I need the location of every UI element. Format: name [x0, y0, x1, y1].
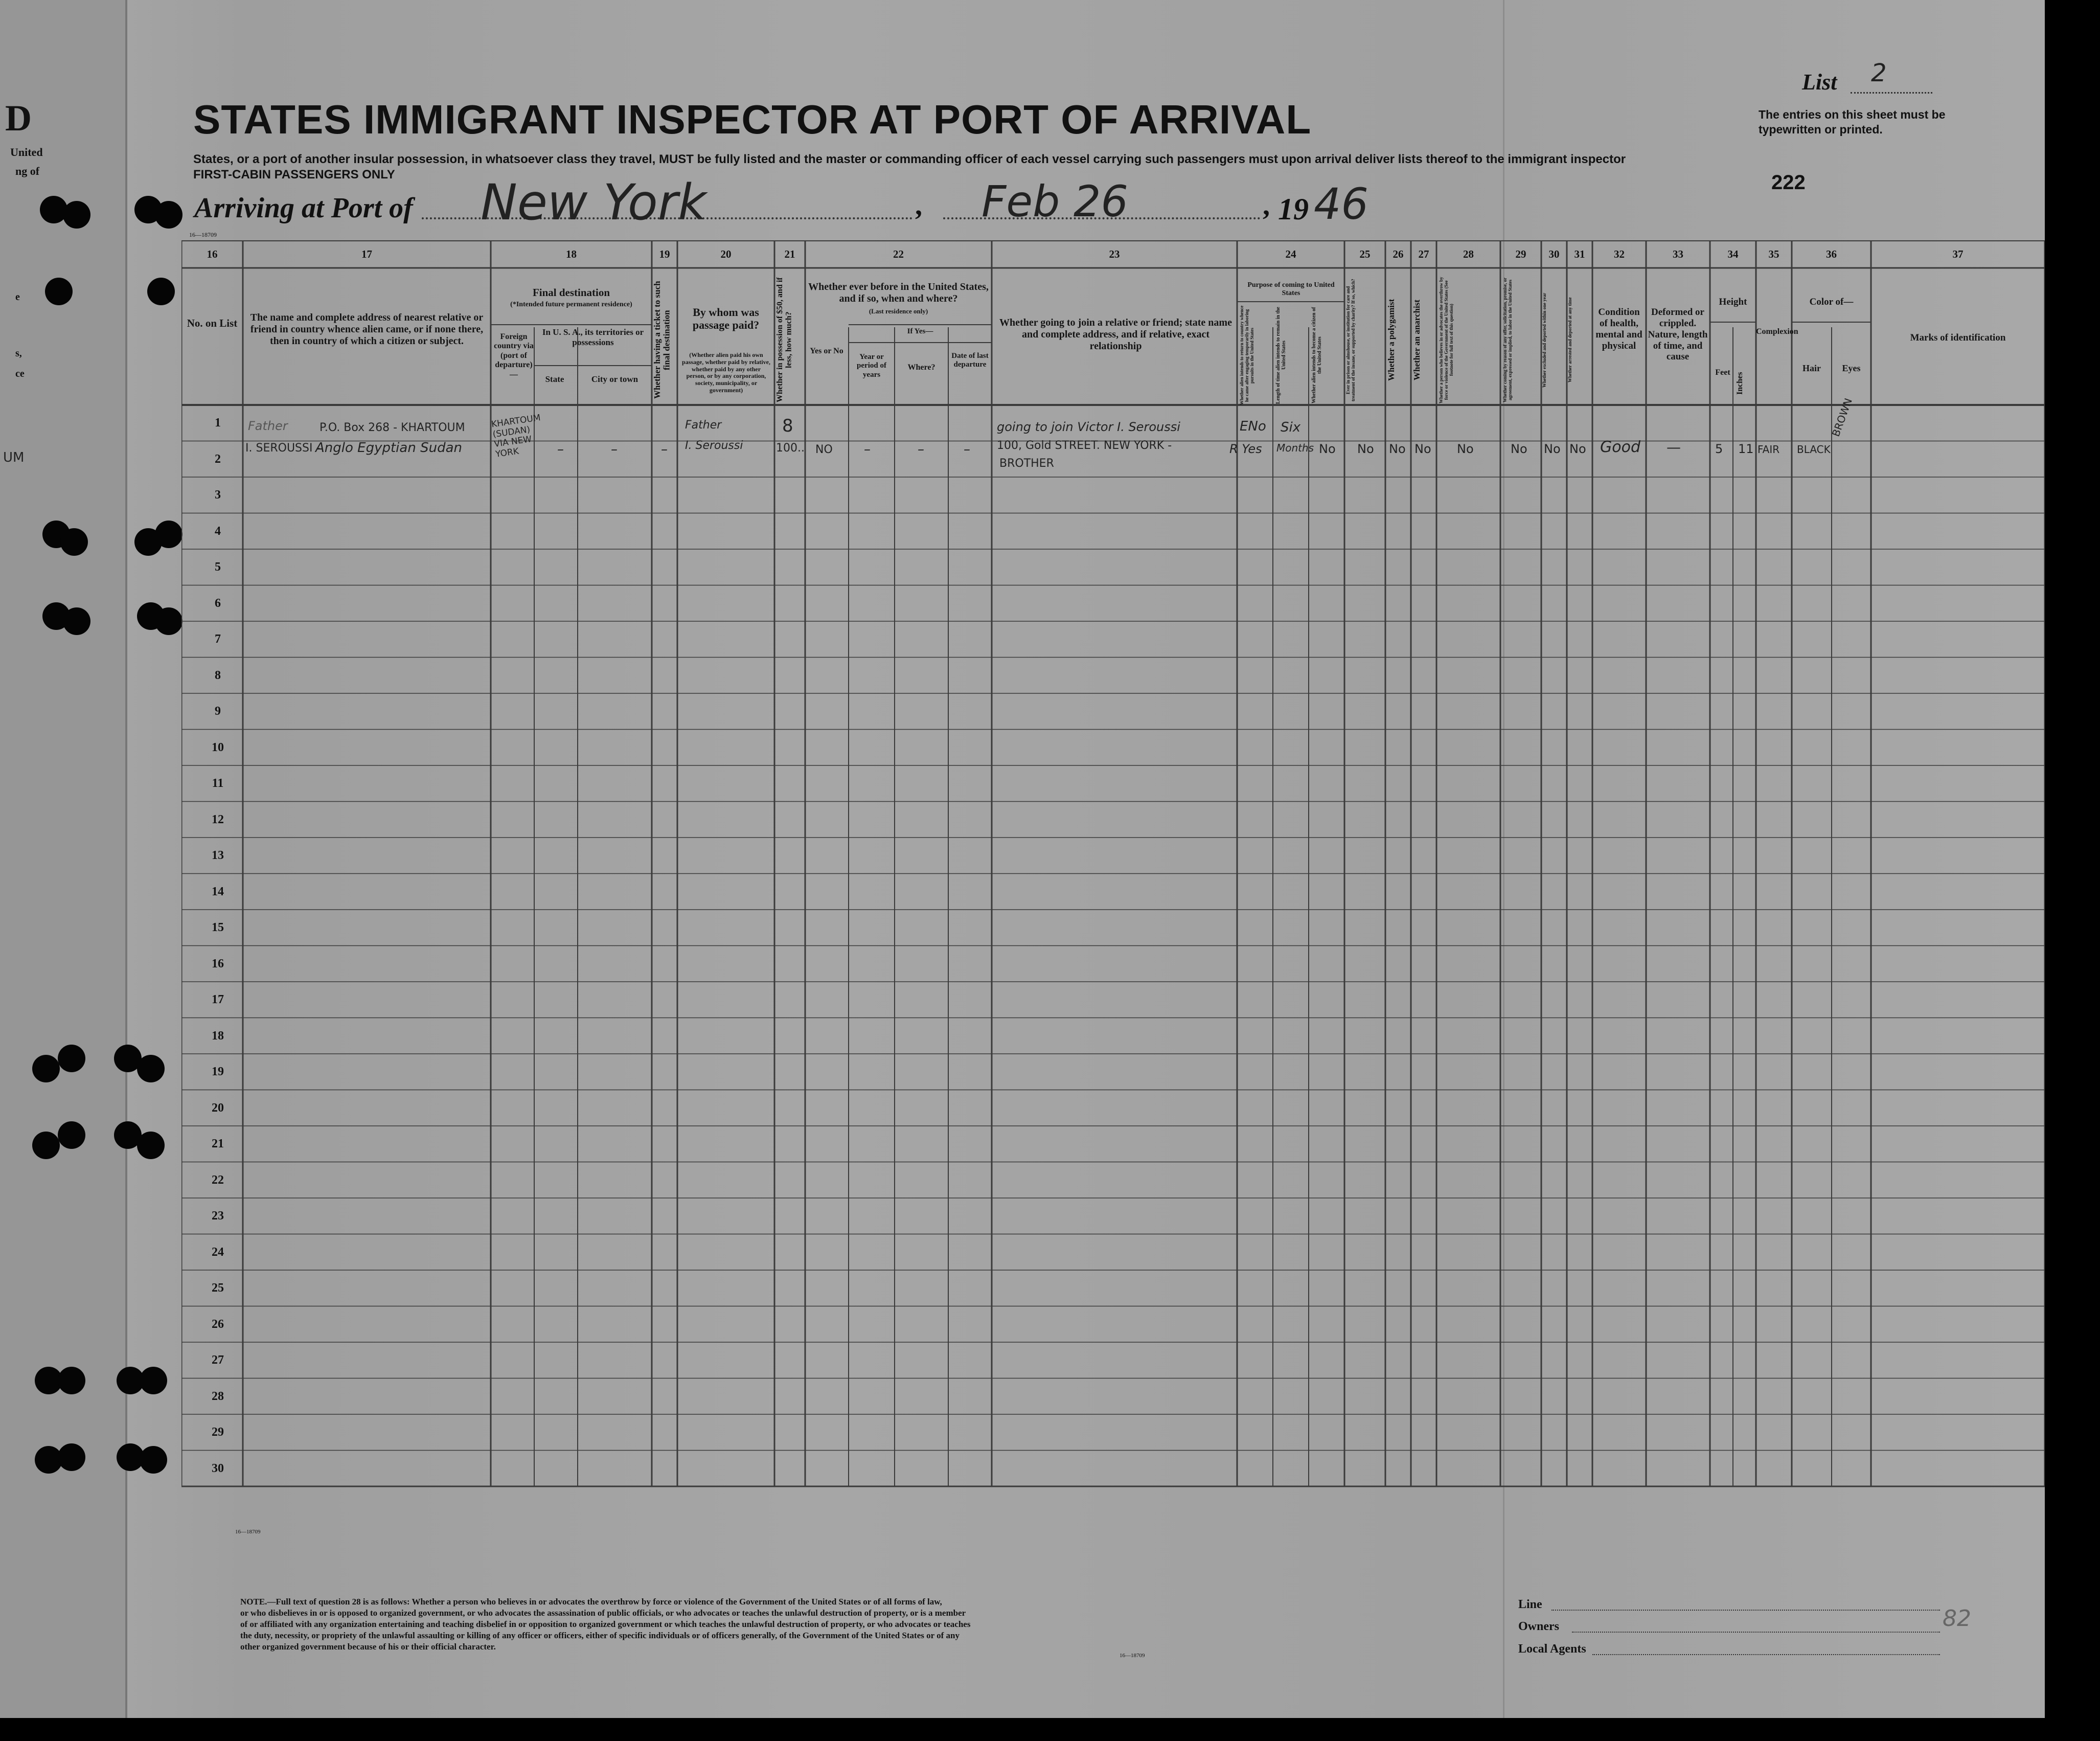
- binder-hole: [60, 528, 88, 556]
- form-number: 16—18709: [1120, 1653, 1145, 1659]
- col-number: 25: [1359, 248, 1371, 260]
- header-feet: Feet: [1715, 368, 1730, 377]
- entry-purpose-c: No: [1319, 442, 1336, 456]
- binder-hole: [58, 1045, 85, 1072]
- entry-paid-by1: Father: [685, 419, 722, 432]
- header-complexion: Complexion: [1756, 327, 1798, 336]
- header-years: Year or period of years: [857, 353, 886, 379]
- binder-hole: [140, 1446, 167, 1474]
- col-number: 27: [1418, 248, 1429, 260]
- line-underline: [1551, 1610, 1940, 1611]
- row-number: 19: [212, 1065, 224, 1078]
- entry-purpose-b1: Six: [1281, 420, 1301, 435]
- header-q29: Whether coming by reason of any offer, solicitation, promise, or agreement, expressed or implied, to labor in the United States: [1502, 277, 1513, 403]
- col-number: 17: [361, 248, 372, 260]
- strip-text: UM: [3, 450, 25, 465]
- col-number: 19: [659, 248, 670, 260]
- row-number: 24: [212, 1245, 224, 1259]
- entry-eyes: BROWN: [1829, 396, 1855, 439]
- entry-ticket: –: [661, 442, 668, 457]
- entry-relative-name: I. SEROUSSI -: [245, 442, 321, 455]
- binder-hole: [63, 201, 90, 229]
- comma: ,: [915, 190, 922, 221]
- entry-q29: No: [1511, 442, 1527, 456]
- local-agents-label: Local Agents: [1518, 1642, 1586, 1656]
- first-cabin-label: FIRST-CABIN PASSENGERS ONLY: [193, 168, 395, 182]
- entry-feet: 5: [1715, 442, 1723, 456]
- col-number: 28: [1463, 248, 1474, 260]
- entry-money2: 100..: [776, 442, 805, 455]
- row-number: 30: [212, 1461, 224, 1475]
- strip-text: ce: [15, 368, 25, 379]
- entry-foreign-country: KHARTOUM (SUDAN) VIA NEW YORK: [490, 413, 541, 460]
- page-title: STATES IMMIGRANT INSPECTOR AT PORT OF ARRIVAL: [193, 97, 1312, 142]
- note-text: —Full text of question 28 is as follows: Whether a person who believes in or advocates the overthrow by force or violence of the Government of the United States or of all forms of law,: [267, 1597, 942, 1607]
- row-number: 9: [215, 705, 221, 718]
- typewritten-instructions: The entries on this sheet must be typewritten or printed.: [1759, 108, 1946, 136]
- header-prison: Ever in prison or almshouse, or institution for care and treatment of the insane, or supported by charity? If so, which?: [1345, 279, 1356, 401]
- owners-label: Owners: [1518, 1620, 1559, 1633]
- entry-hair: BLACK: [1797, 443, 1831, 456]
- row-number: 17: [212, 993, 224, 1006]
- entry-paid-by2: I. Seroussi: [685, 439, 743, 452]
- comma: ,: [1263, 190, 1270, 221]
- header-hair: Hair: [1802, 363, 1821, 373]
- entry-before-us: NO: [815, 443, 833, 456]
- header-inches: Inches: [1736, 372, 1744, 395]
- col-number: 37: [1952, 248, 1964, 260]
- entry-q30: No: [1544, 442, 1561, 456]
- col-number: 18: [566, 248, 577, 260]
- list-number: 2: [1871, 59, 1887, 87]
- port-name: New York: [481, 174, 706, 231]
- header-eyes: Eyes: [1842, 363, 1861, 373]
- row-number: 4: [215, 524, 221, 538]
- entry-complexion: FAIR: [1757, 443, 1780, 456]
- entry-q28: No: [1457, 442, 1474, 456]
- entry-inches: 11: [1738, 442, 1754, 456]
- header-deformed: Deformed or crippled. Nature, length of time, and cause: [1648, 307, 1708, 363]
- entry-q25: No: [1357, 442, 1374, 456]
- header-state: State: [545, 374, 564, 384]
- header-in-usa: In U. S. A., its territories or possessions: [542, 327, 644, 347]
- sheet-number: 222: [1771, 171, 1806, 194]
- col-number: 34: [1727, 248, 1739, 260]
- manifest-table: [181, 240, 2045, 1549]
- binder-hole: [155, 201, 182, 229]
- header-money: Whether in possession of $50, and if less, how much?: [775, 277, 793, 403]
- header-ticket: Whether having a ticket to such final destination: [652, 281, 672, 399]
- footnote-line: of or affiliated with any organization entertaining and teaching disbelief in or opposition to organized government or which teaches the unlawful destruction of property, or who advocates or teaches: [240, 1619, 971, 1630]
- row-number: 25: [212, 1281, 224, 1295]
- col-number: 30: [1548, 248, 1560, 260]
- entry-join3: BROTHER: [999, 457, 1054, 470]
- col-number: 20: [720, 248, 732, 260]
- col-number: 16: [207, 248, 218, 260]
- year-suffix: 46: [1314, 179, 1368, 229]
- row-number: 13: [212, 849, 224, 862]
- entry-q31: No: [1569, 442, 1586, 456]
- header-final-destination: Final destination: [532, 286, 610, 299]
- row-number: 12: [212, 812, 224, 826]
- header-q28: Whether a person who believes in or advocates the overthrow by force or violence of the Government of the United States (See footnote for full text of this question): [1439, 277, 1454, 403]
- row-number: 14: [212, 885, 224, 898]
- header-foreign-country: Foreign country via (port of departure)—: [494, 332, 534, 379]
- header-date-departure: Date of last departure: [951, 352, 989, 369]
- row-number: 8: [215, 668, 221, 682]
- header-relative-address: The name and complete address of nearest relative or friend in country whence alien came, or if none there, then in country of which a citizen or subject.: [250, 312, 484, 347]
- binder-hole: [155, 521, 182, 548]
- footnote-line: [240, 1596, 1237, 1608]
- form-number: 16—18709: [235, 1529, 261, 1535]
- strip-text: United: [10, 146, 43, 159]
- year-prefix: 19: [1278, 192, 1309, 226]
- header-anarchist: Whether an anarchist: [1412, 299, 1422, 381]
- header-join-relative: Whether going to join a relative or friend; state name and complete address, and if relative, exact relationship: [999, 317, 1232, 352]
- strip-text: D: [5, 98, 32, 139]
- header-health: Condition of health, mental and physical: [1595, 307, 1642, 351]
- header-purpose-b: Length of time alien intends to remain in the United States: [1275, 307, 1287, 404]
- form-number: 16—18709: [189, 231, 217, 238]
- col-number: 31: [1574, 248, 1585, 260]
- binder-hole: [45, 278, 73, 305]
- strip-text: s,: [15, 348, 22, 359]
- entry-relative-address1: P.O. Box 268 - KHARTOUM: [319, 421, 465, 434]
- entry-relative-label: Father: [248, 419, 288, 433]
- row-number: 11: [212, 777, 224, 790]
- entry-state: –: [557, 442, 564, 457]
- header-passage-paid-note: (Whether alien paid his own passage, whether paid by relative, whether paid by any other person, or by any corporation, society, municipality, or government): [682, 351, 770, 394]
- line-label: Line: [1518, 1598, 1542, 1611]
- entry-where: –: [918, 442, 924, 457]
- entry-purpose-a1: ENo: [1240, 419, 1266, 434]
- row-number: 18: [212, 1029, 224, 1043]
- row-number: 1: [215, 416, 221, 429]
- arrival-date: Feb 26: [981, 176, 1128, 227]
- footnote: [240, 1596, 1237, 1653]
- col-number: 29: [1515, 248, 1526, 260]
- subtitle: States, or a port of another insular possession, in whatsoever class they travel, MUST be fully listed and the master or commanding officer of each vessel carrying such passengers must upon arrival deliver lists thereof to the immigrant inspector: [193, 152, 1626, 166]
- strip-text: e: [15, 291, 20, 303]
- header-purpose-c: Whether alien intends to become a citizen of the United States: [1311, 307, 1322, 404]
- binder-hole: [155, 607, 182, 635]
- row-number: 20: [212, 1101, 224, 1115]
- binder-hole: [58, 1367, 85, 1394]
- entry-money1: 8: [782, 416, 793, 436]
- entry-relative-address2: Anglo Egyptian Sudan: [315, 440, 462, 456]
- header-purpose: Purpose of coming to United States: [1247, 281, 1335, 298]
- binder-hole: [137, 1132, 165, 1159]
- col-number: 21: [784, 248, 795, 260]
- row-number: 2: [215, 452, 221, 466]
- binder-hole: [58, 1121, 85, 1149]
- row-number: 23: [212, 1209, 224, 1223]
- row-number: 26: [212, 1317, 224, 1331]
- note-label: NOTE.: [240, 1597, 267, 1607]
- entry-purpose-a2: R Yes: [1229, 442, 1262, 456]
- row-number: 5: [215, 560, 221, 574]
- entry-purpose-b2: Months: [1276, 442, 1314, 454]
- header-purpose-a: Whether alien intends to return to country whence he came after engaging temporarily in laboring pursuits in the United States: [1239, 305, 1254, 405]
- header-before-us: Whether ever before in the United States, and if so, when and where?: [808, 281, 989, 304]
- row-number: 22: [212, 1173, 224, 1187]
- binder-hole: [32, 1132, 60, 1159]
- header-height: Height: [1719, 297, 1747, 307]
- entry-join1: going to join Victor I. Seroussi: [997, 420, 1180, 434]
- header-final-destination-note: (*Intended future permanent residence): [510, 301, 632, 308]
- footnote-line: the duty, necessity, or propriety of the unlawful assaulting or killing of any officer or officers, either of specific individuals or of officers generally, of the Government of the United States or of any: [240, 1631, 960, 1641]
- entry-health: Good: [1600, 438, 1640, 456]
- list-label: List: [1802, 70, 1837, 95]
- row-number: 3: [215, 488, 221, 502]
- entry-years: –: [864, 442, 871, 457]
- row-number: 28: [212, 1389, 224, 1403]
- header-q30: Whether excluded and deported within one year: [1542, 292, 1547, 388]
- header-polygamist: Whether a polygamist: [1386, 299, 1396, 381]
- binder-hole: [32, 1055, 60, 1082]
- owners-underline: [1572, 1632, 1940, 1633]
- row-number: 7: [215, 632, 221, 646]
- col-number: 22: [893, 248, 904, 260]
- entry-deformed: —: [1667, 439, 1681, 456]
- binder-hole: [58, 1443, 85, 1471]
- entry-q27: No: [1414, 442, 1431, 456]
- row-number: 6: [215, 596, 221, 610]
- header-before-us-note: (Last residence only): [869, 307, 928, 315]
- row-number: 29: [212, 1426, 224, 1439]
- footnote-line: other organized government because of his or their official character.: [240, 1642, 496, 1652]
- row-number: 27: [212, 1353, 224, 1367]
- col-number: 24: [1285, 248, 1296, 260]
- row-number: 21: [212, 1137, 224, 1150]
- entry-q26: No: [1389, 442, 1406, 456]
- header-marks: Marks of identification: [1910, 332, 2006, 343]
- binder-hole: [137, 1055, 165, 1082]
- header-if-yes: If Yes—: [907, 327, 933, 335]
- entry-city: –: [611, 442, 618, 457]
- list-underline: [1851, 92, 1932, 94]
- col-number: 32: [1614, 248, 1625, 260]
- header-city: City or town: [591, 374, 638, 384]
- header-no-on-list: No. on List: [187, 317, 238, 329]
- header-q31: Whether arrested and deported at any time: [1567, 297, 1572, 383]
- col-number: 26: [1393, 248, 1404, 260]
- header-where: Where?: [907, 363, 935, 372]
- header-passage-paid: By whom was passage paid?: [692, 306, 760, 332]
- binder-hole: [147, 278, 175, 305]
- agents-underline: [1592, 1654, 1940, 1655]
- header-color-of: Color of—: [1809, 297, 1854, 307]
- row-number: 10: [212, 740, 224, 754]
- col-number: 35: [1768, 248, 1779, 260]
- footnote-line: or who disbelieves in or is opposed to organized government, or who advocates the assassination of public officials, or who advocates or teaches the unlawful destruction of property, or is a member: [240, 1608, 966, 1618]
- margin-number: 82: [1943, 1606, 1971, 1632]
- strip-text: ng of: [15, 165, 40, 177]
- entry-date-departure: –: [964, 442, 970, 457]
- table-lines: [181, 240, 2045, 1549]
- col-number: 23: [1109, 248, 1120, 260]
- row-number: 15: [212, 921, 224, 934]
- col-number: 36: [1826, 248, 1837, 260]
- arriving-label: Arriving at Port of: [194, 192, 413, 224]
- binder-hole: [63, 607, 90, 635]
- row-number: 16: [212, 957, 224, 970]
- entry-join2: 100, Gold STREET. NEW YORK -: [997, 439, 1172, 452]
- binder-hole: [140, 1367, 167, 1394]
- col-number: 33: [1673, 248, 1683, 260]
- header-yes-no: Yes or No: [810, 347, 843, 355]
